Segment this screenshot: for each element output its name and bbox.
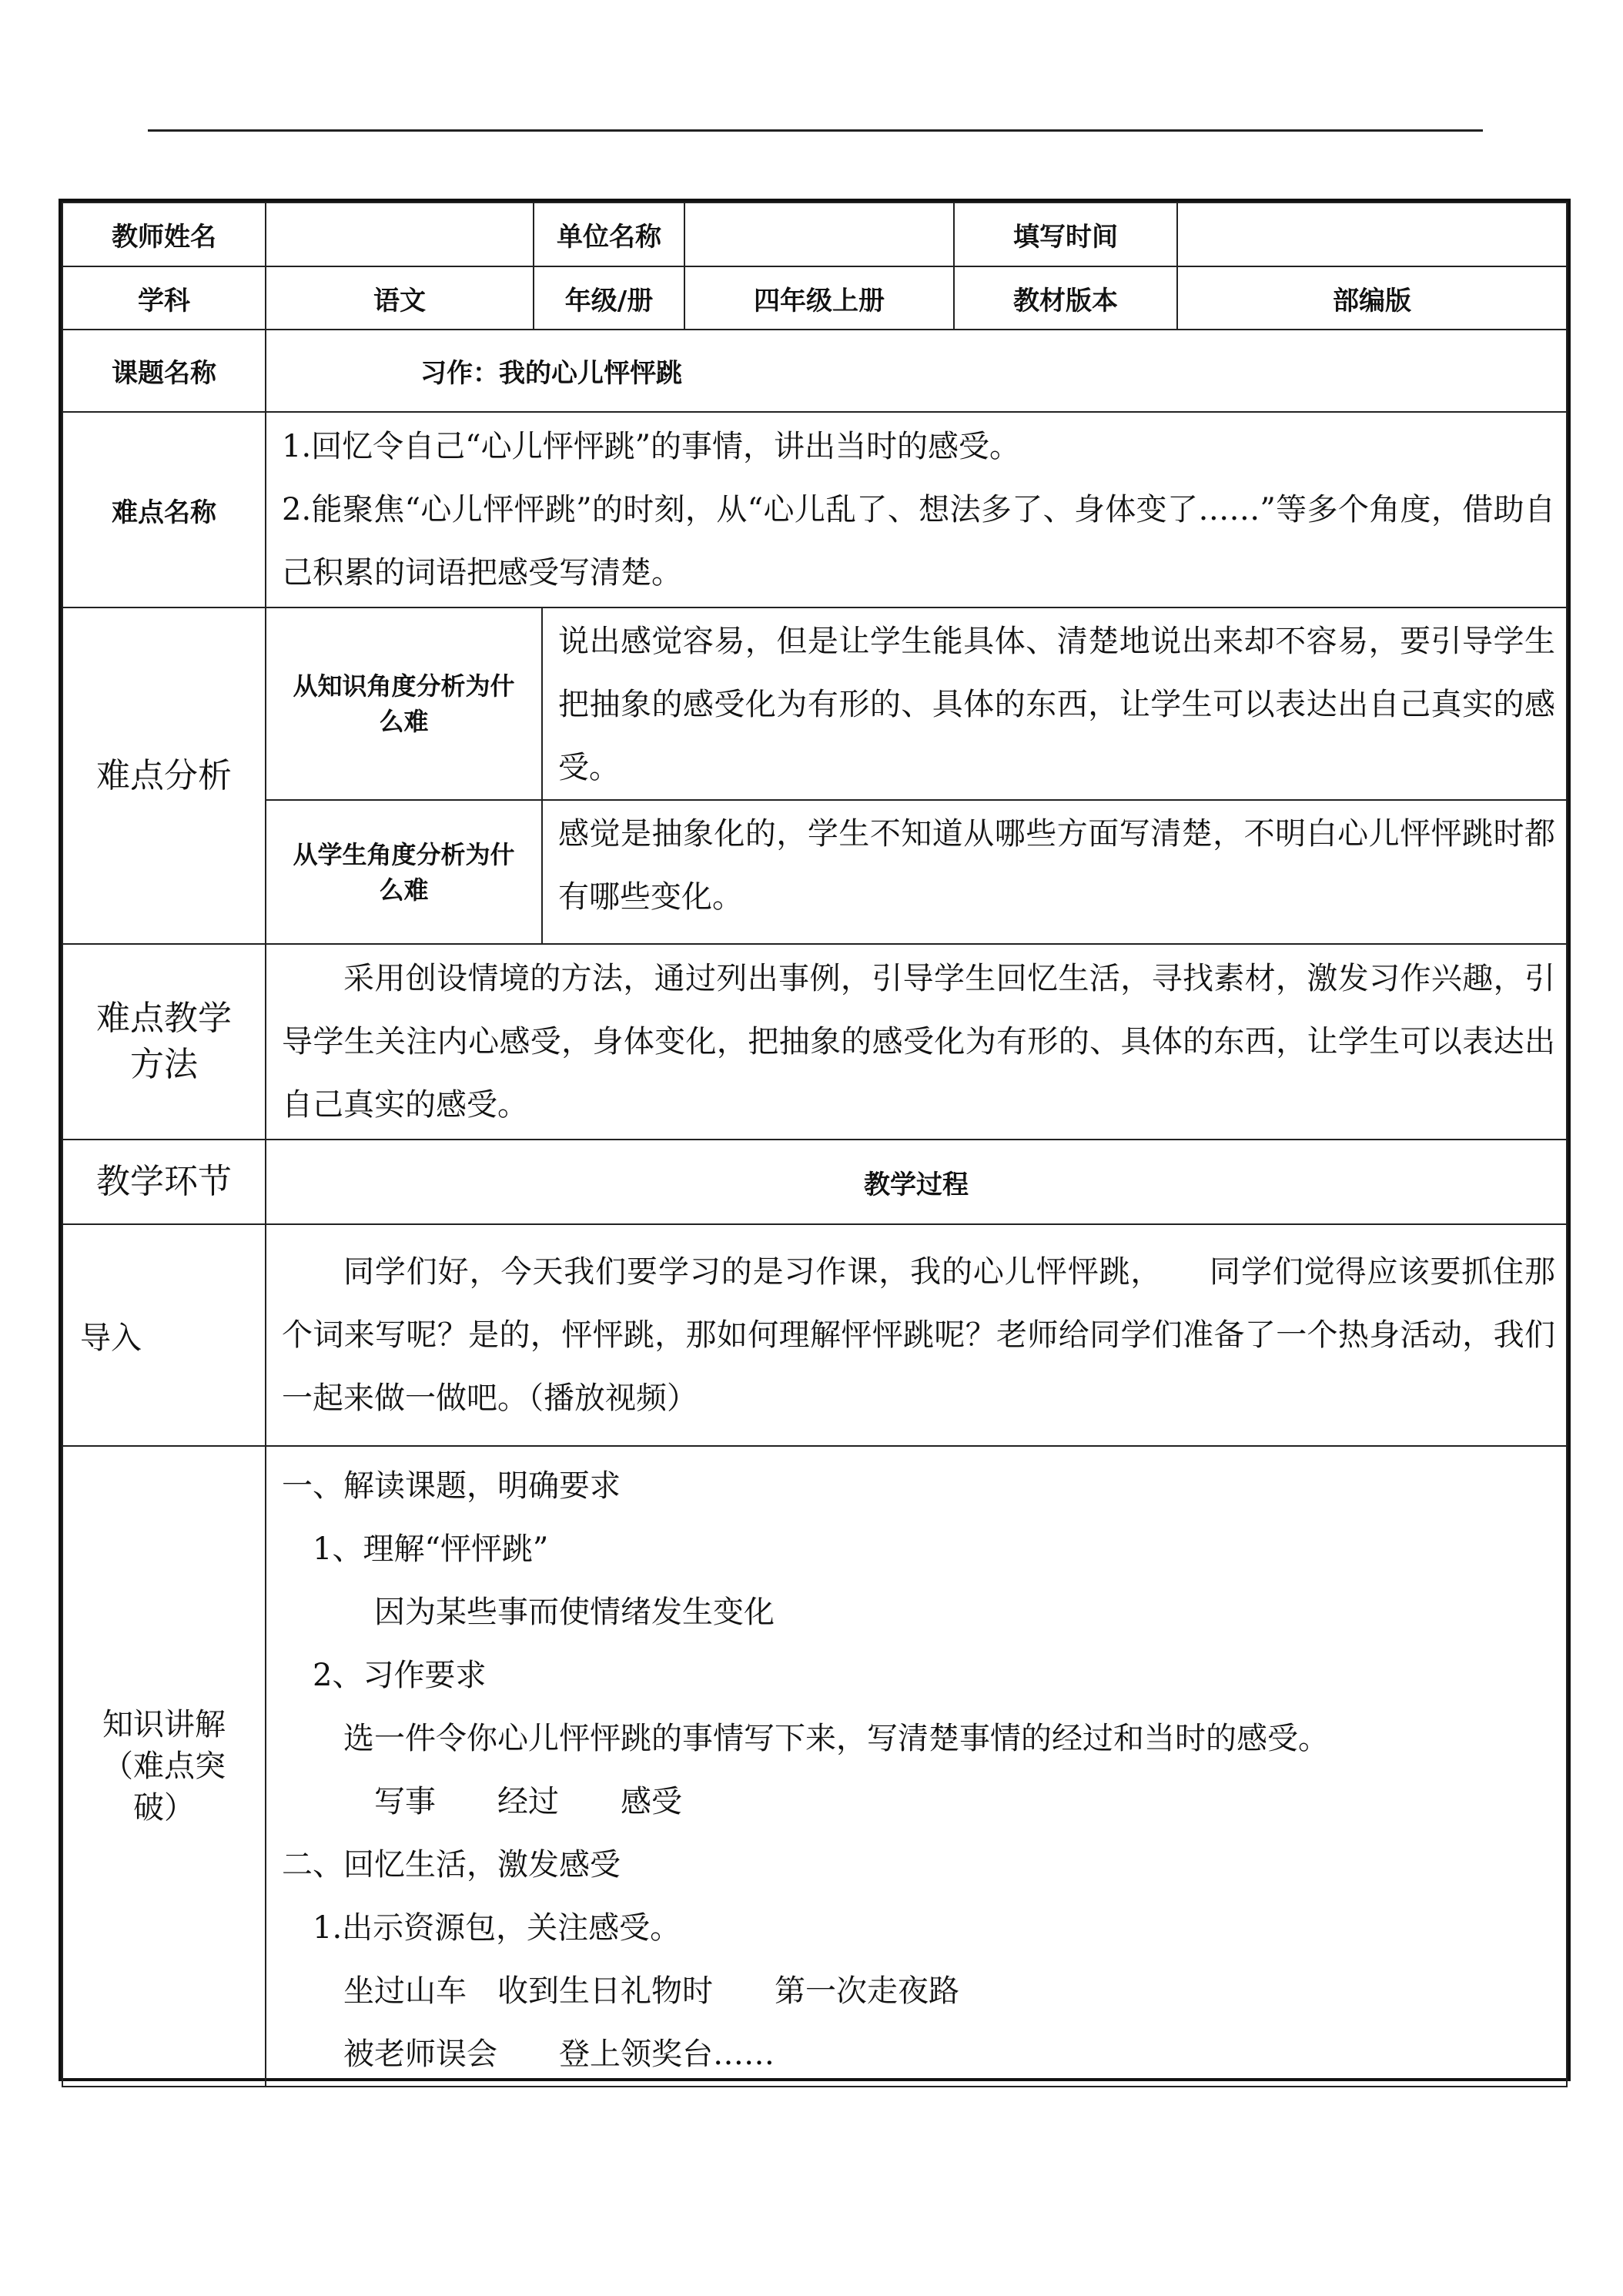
process-header-row xyxy=(62,1140,1567,1224)
knowledge-line-1: 一、解读课题，明确要求 xyxy=(282,1468,621,1504)
knowledge-line-4: 2、习作要求 xyxy=(282,1658,487,1693)
knowledge-line-9: 坐过山车 收到生日礼物时 第一次走夜路 xyxy=(282,1973,959,2009)
unit-name-label: 单位名称 xyxy=(534,202,684,266)
difficulty-line-2: 2.能聚焦“心儿怦怦跳”的时刻，从“心儿乱了、想法多了、身体变了……”等多个角度，借助自己积累的词语把感受写清楚。 xyxy=(282,492,1555,591)
topic-row xyxy=(62,330,1567,412)
knowledge-line-8: 1.出示资源包，关注感受。 xyxy=(282,1910,681,1946)
fill-time-label: 填写时间 xyxy=(954,202,1177,266)
student-angle-label: 从学生角度分析为什么难 xyxy=(266,800,542,943)
knowledge-row xyxy=(62,1446,1567,2087)
subject-label: 学科 xyxy=(62,266,266,330)
knowledge-line-2: 1、理解“怦怦跳” xyxy=(282,1531,549,1567)
knowledge-line-5: 选一件令你心儿怦怦跳的事情写下来，写清楚事情的经过和当时的感受。 xyxy=(282,1721,1329,1756)
method-text: 采用创设情境的方法，通过列出事例，引导学生回忆生活，寻找素材，激发习作兴趣，引导学生关注内心感受，身体变化，把抽象的感受化为有形的、具体的东西，让学生可以表达出自己真实的感受。 xyxy=(266,944,1567,1140)
textbook-label: 教材版本 xyxy=(954,266,1177,330)
analysis-label: 难点分析 xyxy=(62,607,266,944)
knowledge-line-10: 被老师误会 登上领奖台…… xyxy=(282,2037,775,2072)
topic-value: 习作：我的心儿怦怦跳 xyxy=(266,330,1567,412)
header-rule xyxy=(148,129,1483,132)
intro-text: 同学们好，今天我们要学习的是习作课，我的心儿怦怦跳， 同学们觉得应该要抓住那个词来写呢？是的，怦怦跳，那如何理解怦怦跳呢？老师给同学们准备了一个热身活动，我们一起来做一做吧。（播放视频） xyxy=(266,1224,1567,1446)
subject-value: 语文 xyxy=(266,266,534,330)
analysis-row xyxy=(62,607,1567,944)
knowledge-line-3: 因为某些事而使情绪发生变化 xyxy=(282,1595,775,1630)
grade-value: 四年级上册 xyxy=(684,266,954,330)
info-row-1 xyxy=(62,202,1567,266)
knowledge-label: 知识讲解（难点突破） xyxy=(62,1446,266,2087)
lesson-plan-table xyxy=(59,199,1571,2081)
grade-label: 年级/册 xyxy=(534,266,684,330)
teacher-name-value xyxy=(266,202,534,266)
knowledge-content xyxy=(266,1446,1567,2087)
process-header: 教学过程 xyxy=(266,1140,1567,1224)
difficulty-row xyxy=(62,412,1567,607)
fill-time-value xyxy=(1177,202,1567,266)
info-row-2 xyxy=(62,266,1567,330)
intro-row xyxy=(62,1224,1567,1446)
analysis-content xyxy=(266,607,1567,944)
knowledge-line-6: 写事 经过 感受 xyxy=(282,1784,682,1819)
topic-label: 课题名称 xyxy=(62,330,266,412)
textbook-value: 部编版 xyxy=(1177,266,1567,330)
difficulty-content xyxy=(266,412,1567,607)
knowledge-line-7: 二、回忆生活，激发感受 xyxy=(282,1847,621,1883)
student-angle-text: 感觉是抽象化的，学生不知道从哪些方面写清楚，不明白心儿怦怦跳时都有哪些变化。 xyxy=(542,800,1566,943)
intro-label: 导入 xyxy=(62,1224,266,1446)
difficulty-label: 难点名称 xyxy=(62,412,266,607)
knowledge-angle-label: 从知识角度分析为什么难 xyxy=(266,608,542,800)
teacher-name-label: 教师姓名 xyxy=(62,202,266,266)
unit-name-value xyxy=(684,202,954,266)
method-label: 难点教学方法 xyxy=(62,944,266,1140)
knowledge-angle-text: 说出感觉容易，但是让学生能具体、清楚地说出来却不容易，要引导学生把抽象的感受化为有形的、具体的东西，让学生可以表达出自己真实的感受。 xyxy=(542,608,1566,800)
method-row xyxy=(62,944,1567,1140)
stage-header: 教学环节 xyxy=(62,1140,266,1224)
difficulty-line-1: 1.回忆令自己“心儿怦怦跳”的事情，讲出当时的感受。 xyxy=(282,429,1021,464)
